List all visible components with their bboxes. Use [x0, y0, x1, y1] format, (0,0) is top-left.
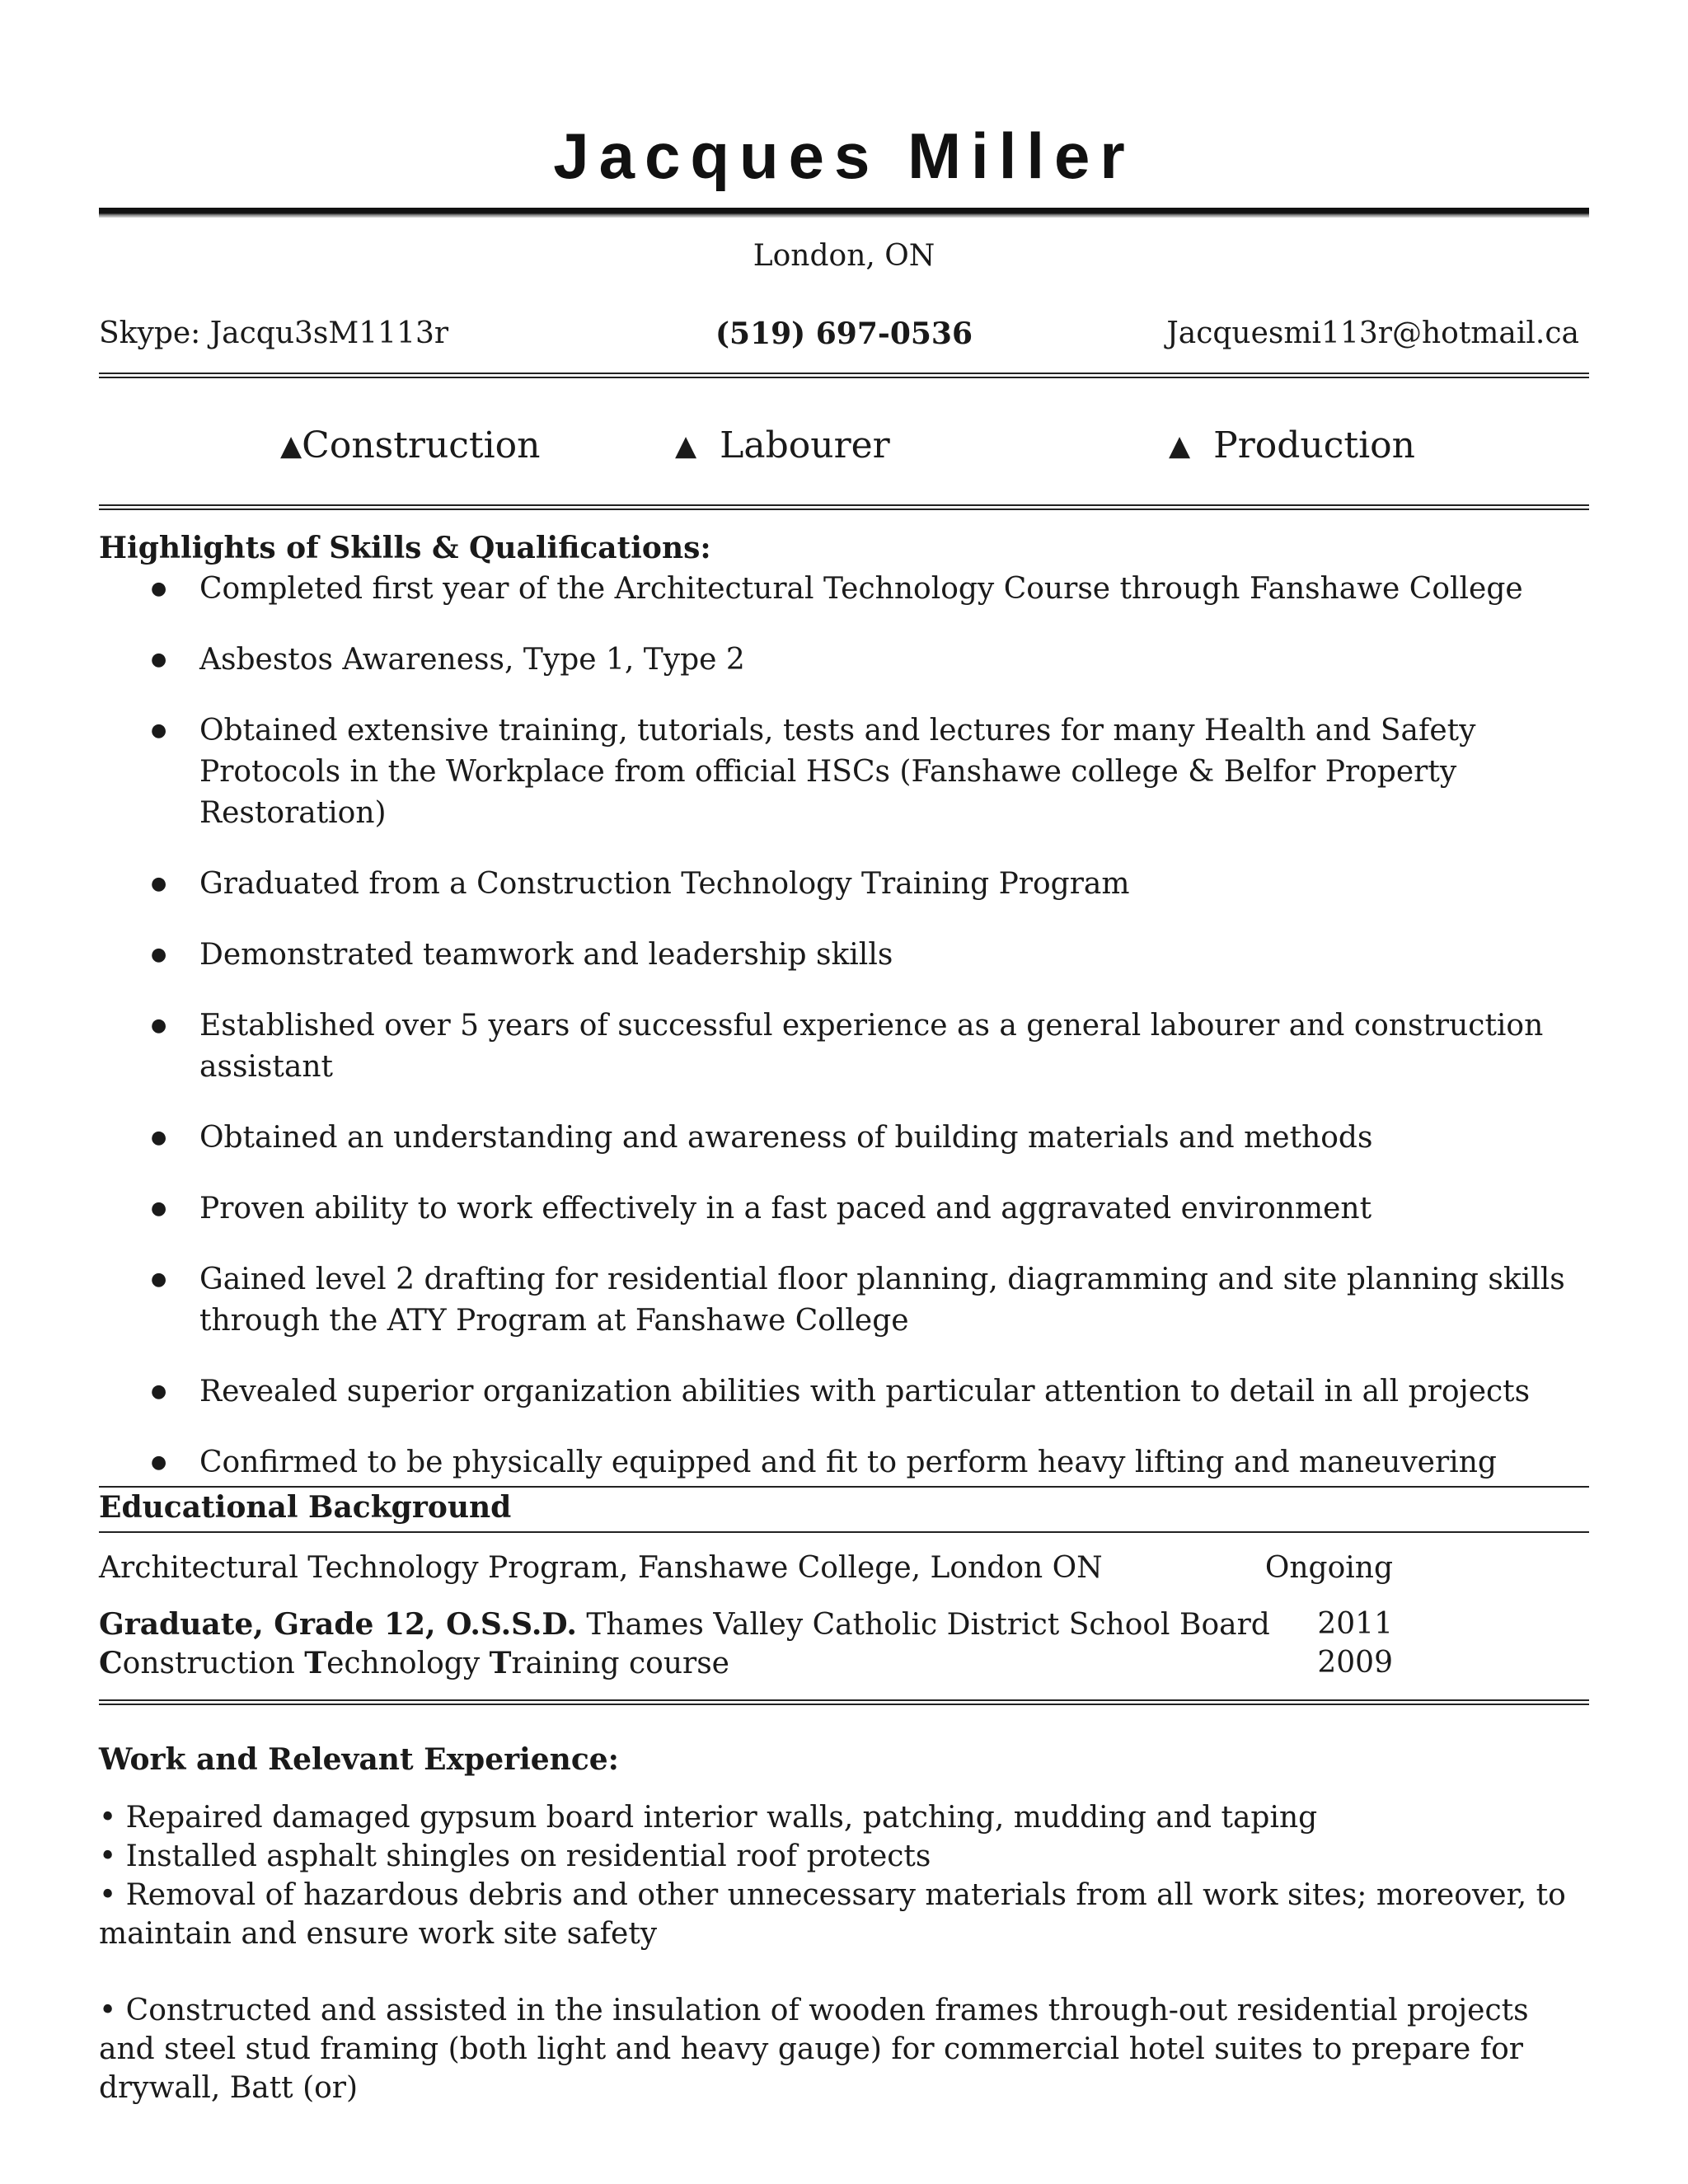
- contact-row: [99, 316, 1589, 354]
- list-item: • Constructed and assisted in the insulation of wooden frames through-out residential projects and steel stud framing (both light and heavy gauge) for commercial hotel suites to prepare for drywall, Batt (or): [99, 1994, 1529, 2105]
- divider: [99, 1531, 1589, 1533]
- education-date: Ongoing: [1264, 1551, 1393, 1585]
- education-entry: [99, 1607, 1589, 1647]
- section-heading-highlights: Highlights of Skills & Qualifications:: [99, 531, 711, 565]
- list-item: ● Graduated from a Construction Technology Training Program: [99, 864, 1589, 905]
- work-list: [99, 1798, 1589, 2107]
- education-credential: Graduate, Grade 12, O.S.S.D.: [99, 1607, 577, 1642]
- triangle-bullet-icon: ▲: [675, 429, 697, 462]
- list-item: • Installed asphalt shingles on residential roof protects: [99, 1840, 931, 1873]
- list-item: ● Established over 5 years of successful experience as a general labourer and construction assistant: [99, 1005, 1589, 1088]
- education-program: [99, 1607, 1270, 1642]
- divider: [99, 373, 1589, 378]
- education-entry: [99, 1646, 1589, 1685]
- trade-labourer: [675, 425, 890, 466]
- trade-production: [1169, 425, 1415, 466]
- email-address: Jacquesmi113r@hotmail.ca: [1166, 316, 1579, 350]
- divider: [99, 1486, 1589, 1488]
- education-date: 2011: [1317, 1607, 1393, 1641]
- list-item: ● Revealed superior organization abilities with particular attention to detail in all projects: [99, 1371, 1589, 1413]
- list-item: ● Asbestos Awareness, Type 1, Type 2: [99, 640, 1589, 681]
- list-item: • Repaired damaged gypsum board interior walls, patching, mudding and taping: [99, 1801, 1318, 1835]
- education-date: 2009: [1317, 1646, 1393, 1680]
- education-program: Architectural Technology Program, Fanshawe College, London ON: [99, 1551, 1103, 1585]
- trade-construction: [280, 425, 541, 466]
- highlights-list: [99, 569, 1589, 1513]
- education-entry: [99, 1551, 1589, 1591]
- list-item: ● Completed first year of the Architectural Technology Course through Fanshawe College: [99, 569, 1589, 610]
- section-heading-work: Work and Relevant Experience:: [99, 1742, 619, 1777]
- list-item: ● Obtained extensive training, tutorials, tests and lectures for many Health and Safety Protocols in the Workplace from official HSCs (Fanshawe college & Belfor Property Restoration): [99, 710, 1589, 834]
- triangle-bullet-icon: ▲: [280, 429, 302, 462]
- resume-page: [99, 0, 1589, 2184]
- list-item: • Removal of hazardous debris and other unnecessary materials from all work sites; moreover, to maintain and ensure work site safety: [99, 1878, 1566, 1951]
- triangle-bullet-icon: ▲: [1169, 429, 1191, 462]
- trade-label: Production: [1213, 424, 1415, 466]
- list-item: ● Proven ability to work effectively in a fast paced and aggravated environment: [99, 1188, 1589, 1230]
- trade-label: Construction: [302, 424, 541, 466]
- list-item: ● Confirmed to be physically equipped and fit to perform heavy lifting and maneuvering: [99, 1442, 1589, 1483]
- name-underline: [99, 208, 1589, 218]
- phone-number: (519) 697-0536: [715, 316, 973, 351]
- education-program: Construction Technology Training course: [99, 1646, 729, 1680]
- trade-label: Labourer: [720, 424, 890, 466]
- divider: [99, 504, 1589, 510]
- section-heading-education: Educational Background: [99, 1490, 512, 1525]
- education-school: Thames Valley Catholic District School Board: [576, 1608, 1270, 1642]
- skype-handle: Skype: Jacqu3sM1113r: [99, 316, 449, 350]
- list-item: ● Gained level 2 drafting for residential floor planning, diagramming and site planning skills through the ATY Program at Fanshawe College: [99, 1259, 1589, 1342]
- list-item: ● Obtained an understanding and awareness of building materials and methods: [99, 1118, 1589, 1159]
- list-item: ● Demonstrated teamwork and leadership skills: [99, 935, 1589, 976]
- candidate-name: Jacques Miller: [553, 120, 1135, 192]
- location: London, ON: [753, 239, 935, 273]
- divider: [99, 1699, 1589, 1705]
